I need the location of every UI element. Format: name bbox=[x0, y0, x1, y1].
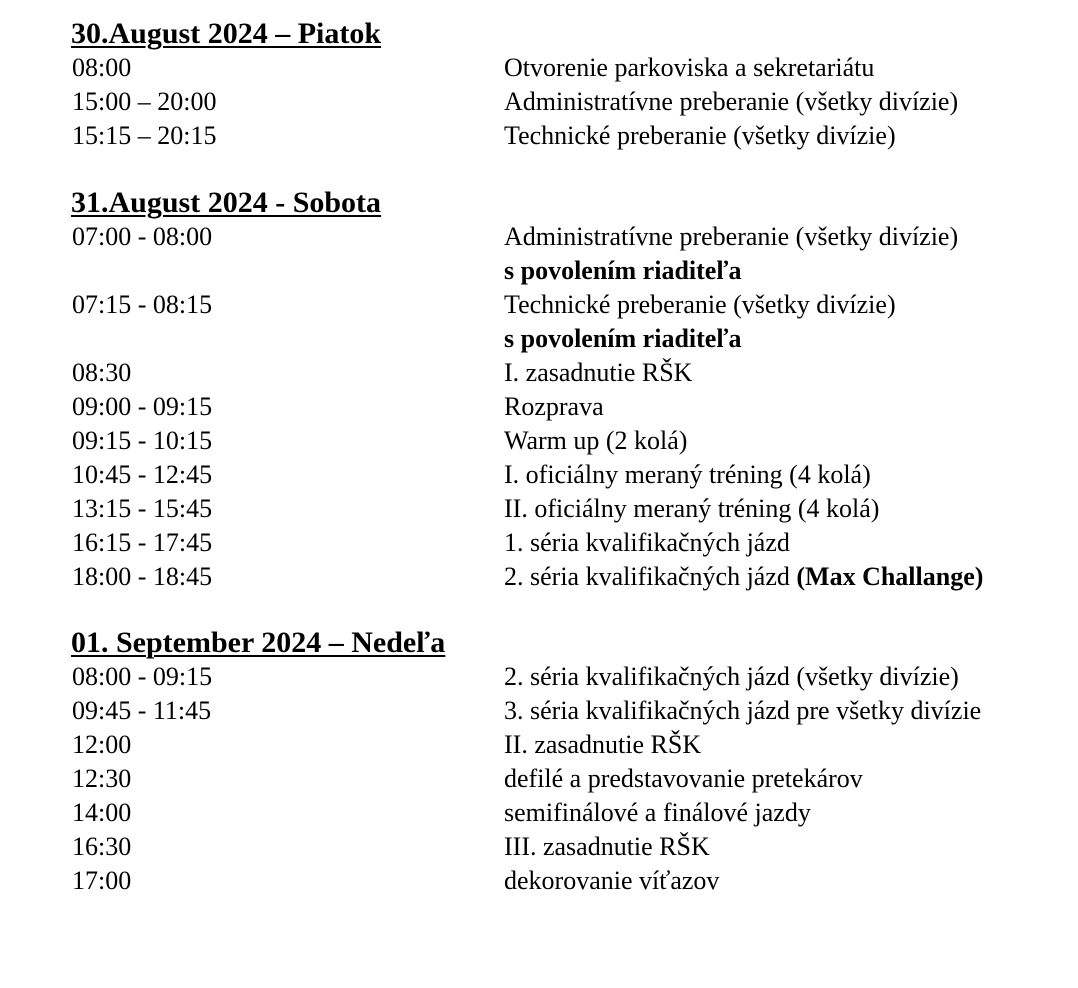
row-time: 07:15 - 08:15 bbox=[72, 290, 213, 319]
row-time: 09:45 - 11:45 bbox=[72, 696, 212, 725]
row-event-text: 2. séria kvalifikačných jázd bbox=[504, 562, 797, 591]
row-event: Warm up (2 kolá) bbox=[504, 426, 688, 455]
row-event: II. oficiálny meraný tréning (4 kolá) bbox=[504, 494, 880, 523]
schedule-row bbox=[0, 119, 1078, 153]
schedule-row bbox=[0, 51, 1078, 85]
day-title: 01. September 2024 – Nedeľa bbox=[71, 626, 446, 659]
row-event bbox=[504, 560, 983, 594]
row-event: Administratívne preberanie (všetky divízie) bbox=[504, 222, 959, 251]
schedule-row bbox=[0, 830, 1078, 864]
schedule-row bbox=[0, 864, 1078, 898]
row-time: 07:00 - 08:00 bbox=[72, 222, 213, 251]
schedule-row bbox=[0, 288, 1078, 322]
row-time: 12:00 bbox=[72, 730, 132, 759]
row-note: s povolením riaditeľa bbox=[504, 324, 742, 353]
schedule-row bbox=[0, 424, 1078, 458]
row-event-bold: (Max Challange) bbox=[796, 562, 984, 591]
row-event: semifinálové a finálové jazdy bbox=[504, 798, 811, 827]
row-time: 15:00 – 20:00 bbox=[72, 87, 217, 116]
row-time: 13:15 - 15:45 bbox=[72, 494, 213, 523]
schedule-rows bbox=[0, 660, 1078, 898]
schedule-row bbox=[0, 220, 1078, 254]
schedule-row-note bbox=[0, 322, 1078, 356]
day-title: 30.August 2024 – Piatok bbox=[71, 17, 382, 50]
row-event: Technické preberanie (všetky divízie) bbox=[504, 121, 896, 150]
row-time: 16:30 bbox=[72, 832, 132, 861]
row-time: 15:15 – 20:15 bbox=[72, 121, 217, 150]
row-event: III. zasadnutie RŠK bbox=[504, 832, 710, 861]
row-time: 18:00 - 18:45 bbox=[72, 562, 213, 591]
row-time: 09:00 - 09:15 bbox=[72, 392, 213, 421]
schedule-rows bbox=[0, 51, 1078, 153]
row-time: 08:30 bbox=[72, 358, 132, 387]
row-note: s povolením riaditeľa bbox=[504, 256, 742, 285]
schedule-row bbox=[0, 356, 1078, 390]
schedule-row bbox=[0, 762, 1078, 796]
schedule-row bbox=[0, 390, 1078, 424]
row-time: 08:00 bbox=[72, 53, 132, 82]
schedule-row bbox=[0, 660, 1078, 694]
schedule-rows bbox=[0, 220, 1078, 594]
row-time: 14:00 bbox=[72, 798, 132, 827]
row-event: Rozprava bbox=[504, 392, 604, 421]
row-event: I. zasadnutie RŠK bbox=[504, 358, 693, 387]
row-time: 12:30 bbox=[72, 764, 132, 793]
schedule-row bbox=[0, 796, 1078, 830]
row-event: defilé a predstavovanie pretekárov bbox=[504, 764, 863, 793]
row-event: 2. séria kvalifikačných jázd (všetky divízie) bbox=[504, 662, 959, 691]
day-title: 31.August 2024 - Sobota bbox=[71, 186, 382, 219]
row-event: Administratívne preberanie (všetky divízie) bbox=[504, 87, 959, 116]
row-event: 3. séria kvalifikačných jázd pre všetky divízie bbox=[504, 696, 982, 725]
schedule-row bbox=[0, 85, 1078, 119]
row-event: dekorovanie víťazov bbox=[504, 866, 720, 895]
row-event: Technické preberanie (všetky divízie) bbox=[504, 290, 896, 319]
row-time: 08:00 - 09:15 bbox=[72, 662, 213, 691]
schedule-row bbox=[0, 694, 1078, 728]
schedule-row-note bbox=[0, 254, 1078, 288]
row-event: 1. séria kvalifikačných jázd bbox=[504, 528, 790, 557]
schedule-row bbox=[0, 526, 1078, 560]
row-time: 10:45 - 12:45 bbox=[72, 460, 213, 489]
row-time: 09:15 - 10:15 bbox=[72, 426, 213, 455]
row-time: 16:15 - 17:45 bbox=[72, 528, 213, 557]
row-event: Otvorenie parkoviska a sekretariátu bbox=[504, 53, 875, 82]
schedule-row bbox=[0, 560, 1078, 594]
row-event: I. oficiálny meraný tréning (4 kolá) bbox=[504, 460, 871, 489]
schedule-row bbox=[0, 728, 1078, 762]
row-event: II. zasadnutie RŠK bbox=[504, 730, 702, 759]
schedule-row bbox=[0, 458, 1078, 492]
row-time: 17:00 bbox=[72, 866, 132, 895]
schedule-row bbox=[0, 492, 1078, 526]
